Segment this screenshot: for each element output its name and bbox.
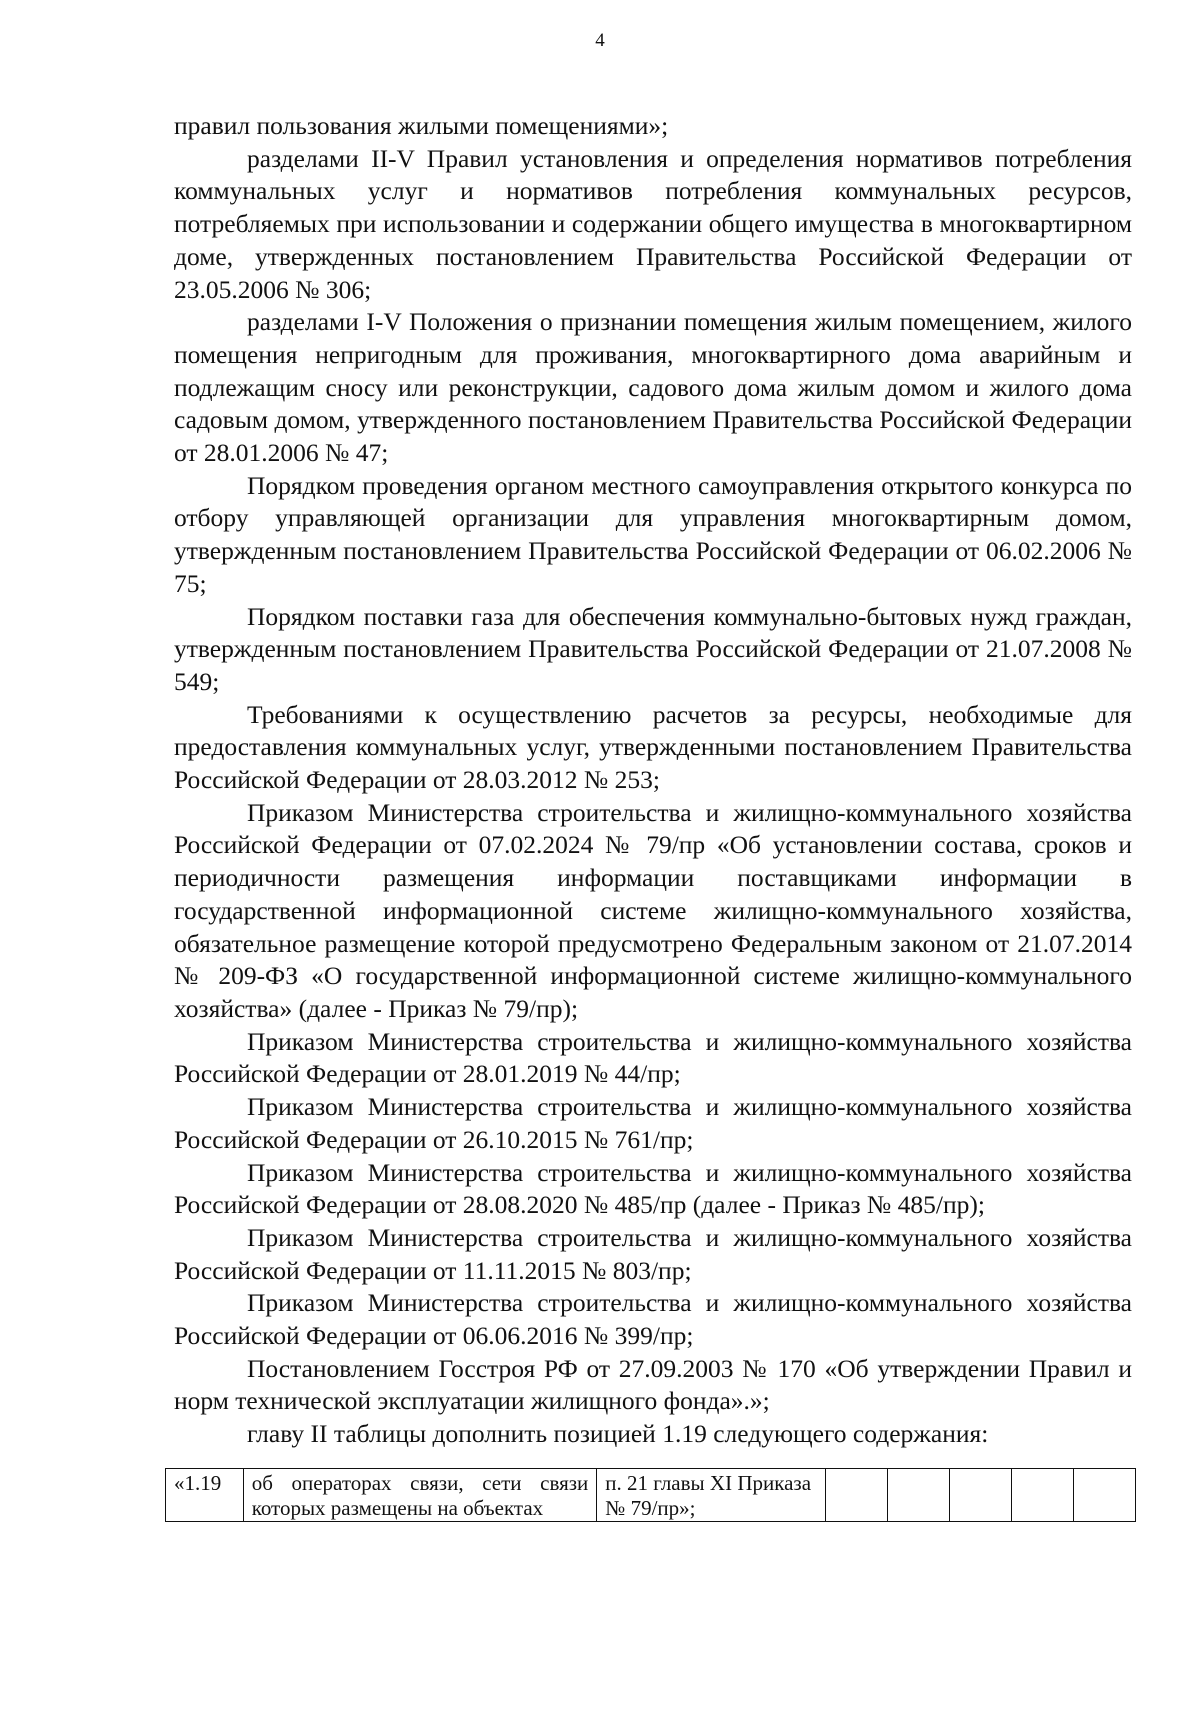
paragraph-order-79: Приказом Министерства строительства и жилищно-коммунального хозяйства Российской Федерации от 07.02.2024 № 79/пр «Об установлении состава, сроков и периодичности размещения информации поставщиками информации в государственной информационной системе жилищно-коммунального хозяйства, обязательное размещение которой предусмотрено Федеральным законом от 21.07.2014 № 209-ФЗ «О государственной информационной системе жилищно-коммунального хозяйства» (далее - Приказ № 79/пр); <box>174 797 1132 1023</box>
paragraph-continuation: правил пользования жилыми помещениями»; <box>174 111 669 140</box>
amendment-table <box>165 1468 1136 1522</box>
paragraph-open-tender: Порядком проведения органом местного самоуправления открытого конкурса по отбору управляющей организации для управления многоквартирным домом, утвержденным постановлением Правительства Российской Федерации от 06.02.2006 № 75; <box>174 470 1132 598</box>
table-cell-number: «1.19 <box>166 1469 244 1522</box>
document-body <box>174 110 1132 1451</box>
paragraph-order-485: Приказом Министерства строительства и жилищно-коммунального хозяйства Российской Федерации от 28.08.2020 № 485/пр (далее - Приказ № 485/пр); <box>174 1157 1132 1220</box>
table-cell-empty <box>1074 1469 1136 1522</box>
paragraph-order-399: Приказом Министерства строительства и жилищно-коммунального хозяйства Российской Федерации от 06.06.2016 № 399/пр; <box>174 1288 1132 1351</box>
paragraph-housing-regulation: разделами I-V Положения о признании помещения жилым помещением, жилого помещения непригодным для проживания, многоквартирного дома аварийным и подлежащим сносу или реконструкции, садового дома жилым домом и жилого дома садовым домом, утвержденного постановлением Правительства Российской Федерации от 28.01.2006 № 47; <box>174 307 1132 468</box>
paragraph-table-intro: главу II таблицы дополнить позицией 1.19 следующего содержания: <box>247 1419 989 1449</box>
table-cell-empty <box>888 1469 950 1522</box>
table-cell-reference: п. 21 главы XI Приказа № 79/пр»; <box>597 1469 826 1522</box>
table-cell-empty <box>950 1469 1012 1522</box>
table-row <box>166 1469 1136 1522</box>
paragraph-gas-supply: Порядком поставки газа для обеспечения коммунально-бытовых нужд граждан, утвержденным постановлением Правительства Российской Федерации от 21.07.2008 № 549; <box>174 601 1132 696</box>
table-cell-empty <box>826 1469 888 1522</box>
page-number: 4 <box>595 30 605 51</box>
table-cell-empty <box>1012 1469 1074 1522</box>
table-cell-description: об операторах связи, сети связи которых размещены на объектах <box>243 1469 597 1522</box>
paragraph-normatives: разделами II-V Правил установления и определения нормативов потребления коммунальных услуг и нормативов потребления коммунальных ресурсов, потребляемых при использовании и содержании общего имущества в многоквартирном доме, утвержденных постановлением Правительства Российской Федерации от 23.05.2006 № 306; <box>174 143 1132 304</box>
paragraph-order-44: Приказом Министерства строительства и жилищно-коммунального хозяйства Российской Федерации от 28.01.2019 № 44/пр; <box>174 1026 1132 1089</box>
paragraph-order-761: Приказом Министерства строительства и жилищно-коммунального хозяйства Российской Федерации от 26.10.2015 № 761/пр; <box>174 1092 1132 1154</box>
paragraph-resource-settlements: Требованиями к осуществлению расчетов за ресурсы, необходимые для предоставления коммунальных услуг, утвержденными постановлением Правительства Российской Федерации от 28.03.2012 № 253; <box>174 699 1132 795</box>
paragraph-gosstroy-170: Постановлением Госстроя РФ от 27.09.2003 № 170 «Об утверждении Правил и норм технической эксплуатации жилищного фонда».»; <box>174 1353 1132 1416</box>
paragraph-order-803: Приказом Министерства строительства и жилищно-коммунального хозяйства Российской Федерации от 11.11.2015 № 803/пр; <box>174 1222 1132 1285</box>
